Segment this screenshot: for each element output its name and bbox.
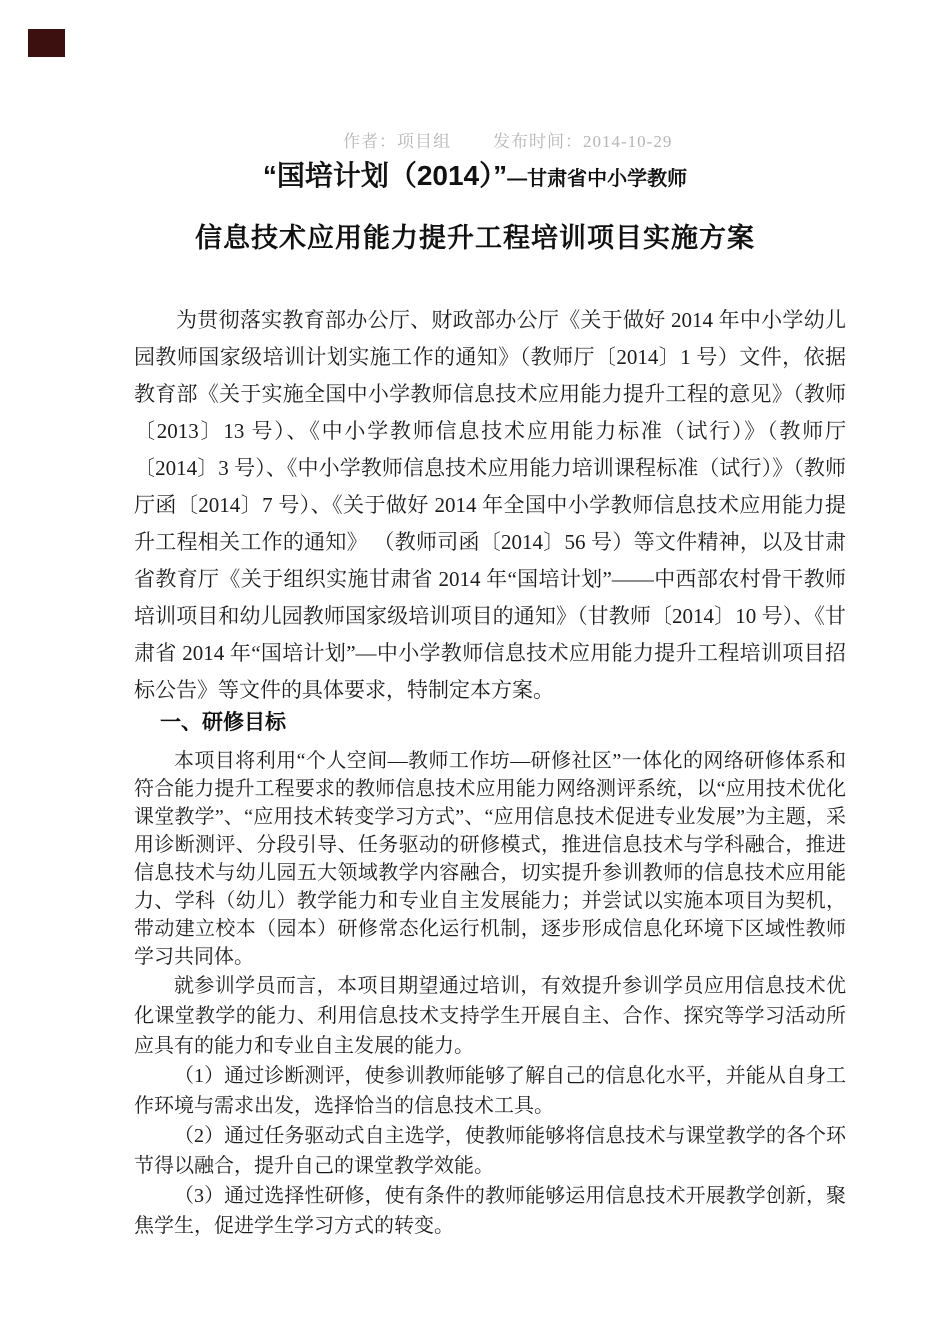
trainee-paragraph: 就参训学员而言，本项目期望通过培训，有效提升参训学员应用信息技术优化课堂教学的能力、利用信息技术支持学生开展自主、合作、探究等学习活动所应具有的能力和专业自主发展的能力。 — [134, 975, 846, 1057]
title-main-text: “国培计划（2014）” — [262, 160, 508, 191]
goal-item-2: （2）通过任务驱动式自主选学，使教师能够将信息技术与课堂教学的各个环节得以融合，提升自己的课堂教学效能。 — [134, 1125, 846, 1177]
author-label: 作者：项目组 — [343, 132, 451, 151]
title-sub-text: —甘肃省中小学教师 — [507, 168, 688, 190]
publish-date-label: 发布时间：2014-10-29 — [493, 132, 673, 151]
corner-marker — [28, 29, 65, 57]
document-title-line1 — [0, 156, 950, 199]
document-meta — [343, 127, 672, 152]
goal-item-3: （3）通过选择性研修，使有条件的教师能够运用信息技术开展教学创新，聚焦学生，促进学生学习方式的转变。 — [134, 1185, 846, 1237]
document-title-line2: 信息技术应用能力提升工程培训项目实施方案 — [195, 223, 755, 253]
goal-item-1: （1）通过诊断测评，使参训教师能够了解自己的信息化水平，并能从自身工作环境与需求出发，选择恰当的信息技术工具。 — [134, 1065, 846, 1117]
section-heading-goals: 一、研修目标 — [160, 711, 286, 734]
opening-paragraph: 为贯彻落实教育部办公厅、财政部办公厅《关于做好 2014 年中小学幼儿园教师国家级培训计划实施工作的通知》（教师厅〔2014〕1 号）文件，依据教育部《关于实施全国中小学教师信息技术应用能力提升工程的意见》（教师〔2013〕13 号）、《中小学教师信息技术应用能力标准（试行）》（教师厅〔2014〕3 号）、《中小学教师信息技术应用能力培训课程标准（试行）》（教师厅函〔2014〕7 号）、《关于做好 2014 年全国中小学教师信息技术应用能力提升工程相关工作的通知》 （教师司函〔2014〕56 号）等文件精神，以及甘肃省教育厅《关于组织实施甘肃省 2014 年“国培计划”——中西部农村骨干教师培训项目和幼儿园教师国家级培训项目的通知》（甘教师〔2014〕10 号）、《甘肃省 2014 年“国培计划”—中小学教师信息技术应用能力提升工程培训项目招标公告》等文件的具体要求，特制定本方案。 — [134, 308, 846, 702]
goal-paragraph: 本项目将利用“个人空间—教师工作坊—研修社区”一体化的网络研修体系和符合能力提升工程要求的教师信息技术应用能力网络测评系统，以“应用技术优化课堂教学”、“应用技术转变学习方式”、“应用信息技术促进专业发展”为主题，采用诊断测评、分段引导、任务驱动的研修模式，推进信息技术与学科融合，推进信息技术与幼儿园五大领域教学内容融合，切实提升参训教师的信息技术应用能力、学科（幼儿）教学能力和专业自主发展能力；并尝试以实施本项目为契机，带动建立校本（园本）研修常态化运行机制，逐步形成信息化环境下区域性教师学习共同体。 — [134, 750, 846, 968]
document-body — [134, 302, 846, 1241]
